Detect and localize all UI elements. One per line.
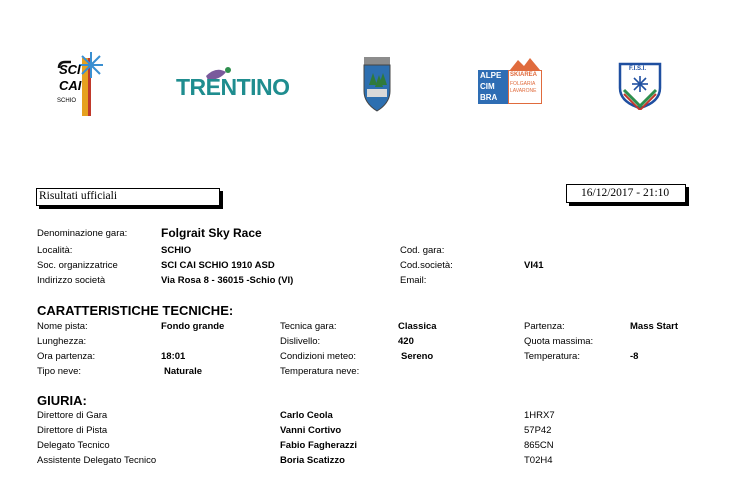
elevation-value: 420 bbox=[398, 336, 414, 347]
sci-cai-logo-sub: SCHIO bbox=[57, 98, 77, 104]
jury-role: Assistente Delegato Tecnico bbox=[37, 455, 157, 466]
schio-coat-of-arms-logo bbox=[361, 55, 393, 113]
jury-code: 865CN bbox=[524, 440, 554, 451]
address-value: Via Rosa 8 - 36015 -Schio (VI) bbox=[161, 275, 294, 286]
society-code-label: Cod.società: bbox=[400, 260, 453, 271]
results-title-box bbox=[36, 188, 220, 206]
jury-role: Direttore di Gara bbox=[37, 410, 108, 421]
jury-name: Fabio Fagherazzi bbox=[280, 440, 358, 451]
weather-value: Sereno bbox=[401, 351, 434, 362]
race-name-label: Denominazione gara: bbox=[37, 228, 128, 239]
technique-value: Classica bbox=[398, 321, 437, 332]
alpe-cimbra-skiarea-logo bbox=[478, 58, 544, 104]
start-time-value: 18:01 bbox=[161, 351, 186, 362]
sci-cai-logo-line-2: CAI bbox=[59, 78, 82, 93]
start-time-label: Ora partenza: bbox=[37, 351, 96, 362]
alpe-cimbra-line-1: ALPE bbox=[480, 71, 502, 80]
fisi-logo bbox=[617, 60, 663, 110]
snow-type-value: Naturale bbox=[164, 366, 203, 377]
skiarea-line-1: SKIAREA bbox=[510, 72, 538, 78]
technique-label: Tecnica gara: bbox=[280, 321, 337, 332]
location-label: Località: bbox=[37, 245, 73, 256]
alpe-cimbra-line-3: BRA bbox=[480, 93, 498, 102]
trentino-logo bbox=[176, 66, 290, 106]
trentino-logo-text: TRENTINO bbox=[176, 74, 290, 100]
jury-role: Delegato Tecnico bbox=[37, 440, 110, 451]
jury-name: Carlo Ceola bbox=[280, 410, 333, 421]
max-altitude-label: Quota massima: bbox=[524, 336, 594, 347]
skiarea-line-3: LAVARONE bbox=[510, 88, 537, 94]
jury-code: 1HRX7 bbox=[524, 410, 555, 421]
datetime-box bbox=[566, 184, 686, 203]
organizer-value: SCI CAI SCHIO 1910 ASD bbox=[161, 260, 275, 271]
race-name-value: Folgrait Sky Race bbox=[161, 226, 262, 240]
temperature-label: Temperatura: bbox=[524, 351, 580, 362]
length-label: Lunghezza: bbox=[37, 336, 87, 347]
snow-temperature-label: Temperatura neve: bbox=[280, 366, 360, 377]
jury-role: Direttore di Pista bbox=[37, 425, 108, 436]
fisi-logo-text: F.I.S.I. bbox=[629, 66, 647, 72]
alpe-cimbra-line-2: CIM bbox=[480, 82, 495, 91]
skiarea-line-2: FOLGARIA bbox=[510, 81, 536, 87]
jury-section-title: GIURIA: bbox=[37, 393, 87, 408]
tech-section-title: CARATTERISTICHE TECNICHE: bbox=[37, 303, 234, 318]
race-code-label: Cod. gara: bbox=[400, 245, 445, 256]
jury-name: Vanni Cortivo bbox=[280, 425, 342, 436]
location-value: SCHIO bbox=[161, 245, 192, 256]
jury-name: Boria Scatizzo bbox=[280, 455, 345, 466]
snow-type-label: Tipo neve: bbox=[37, 366, 82, 377]
temperature-value: -8 bbox=[630, 351, 639, 362]
jury-code: 57P42 bbox=[524, 425, 552, 436]
datetime: 16/12/2017 - 21:10 bbox=[581, 187, 670, 199]
start-label: Partenza: bbox=[524, 321, 565, 332]
email-label: Email: bbox=[400, 275, 427, 286]
society-code-value: VI41 bbox=[524, 260, 544, 271]
weather-label: Condizioni meteo: bbox=[280, 351, 357, 362]
start-value: Mass Start bbox=[630, 321, 679, 332]
organizer-label: Soc. organizzatrice bbox=[37, 260, 118, 271]
jury-code: T02H4 bbox=[524, 455, 553, 466]
track-name-value: Fondo grande bbox=[161, 321, 225, 332]
address-label: Indirizzo società bbox=[37, 275, 106, 286]
sci-cai-schio-logo bbox=[55, 48, 107, 120]
elevation-label: Dislivello: bbox=[280, 336, 321, 347]
results-title: Risultati ufficiali bbox=[39, 190, 118, 202]
track-name-label: Nome pista: bbox=[37, 321, 88, 332]
sci-cai-logo-line-1: SCI bbox=[59, 62, 81, 77]
